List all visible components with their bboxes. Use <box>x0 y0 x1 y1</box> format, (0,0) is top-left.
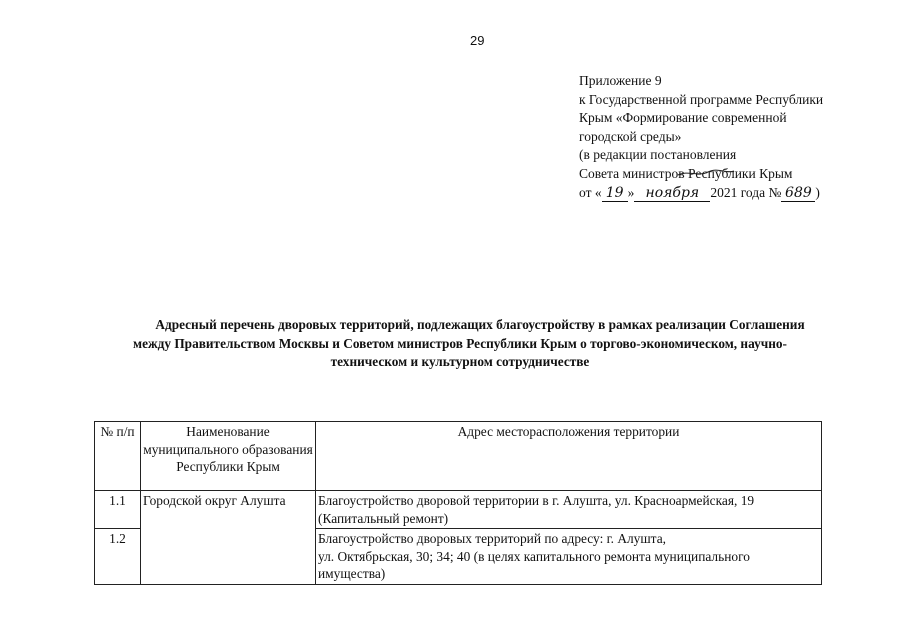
header-municipality: Наименование муниципального образования Республики Крым <box>141 422 316 491</box>
header-address: Адрес месторасположения территории <box>316 422 822 491</box>
handwritten-day: 19 <box>602 186 628 202</box>
row-address: Благоустройство дворовой территории в г. Алушта, ул. Красноармейская, 19 (Капитальный ремонт) <box>316 491 822 529</box>
appendix-line: Совета министров Республики Крым <box>579 165 793 181</box>
date-prefix: от « <box>579 184 602 200</box>
date-suffix: ) <box>815 184 820 200</box>
table-header-row <box>95 422 822 491</box>
header-number: № п/п <box>95 422 141 491</box>
row-address-line: ул. Октябрьская, 30; 34; 40 (в целях капитального ремонта муниципального имущества) <box>318 548 750 581</box>
appendix-block <box>579 72 823 202</box>
appendix-line: Приложение 9 <box>579 73 662 88</box>
appendix-line: к Государственной программе Республики <box>579 91 824 107</box>
title-line: между Правительством Москвы и Советом министров Республики Крым о торгово-экономическом, научно- <box>133 335 787 351</box>
appendix-line: Крым «Формирование современной <box>579 110 787 126</box>
appendix-line: (в редакции постановления <box>579 147 737 163</box>
date-year: 2021 года № <box>710 184 782 200</box>
handwritten-number: 689 <box>781 186 815 202</box>
row-number: 1.2 <box>95 529 141 585</box>
appendix-date-line <box>579 184 823 203</box>
title-line: техническом и культурном сотрудничестве <box>330 354 590 370</box>
row-municipality: Городской округ Алушта <box>141 491 316 585</box>
title-line: Адресный перечень дворовых территорий, подлежащих благоустройству в рамках реализации Соглашения <box>155 317 805 332</box>
signature-stroke-icon <box>676 168 736 178</box>
row-address-line: Благоустройство дворовых территорий по адресу: г. Алушта, <box>318 531 666 546</box>
address-table <box>94 421 822 585</box>
handwritten-month: ноября <box>634 186 710 202</box>
row-address <box>316 529 822 585</box>
date-separator: » <box>627 184 635 200</box>
table-row <box>95 491 822 529</box>
appendix-line: городской среды» <box>579 128 682 144</box>
document-title <box>60 316 860 372</box>
page-number: 29 <box>470 33 485 48</box>
row-number: 1.1 <box>95 491 141 529</box>
